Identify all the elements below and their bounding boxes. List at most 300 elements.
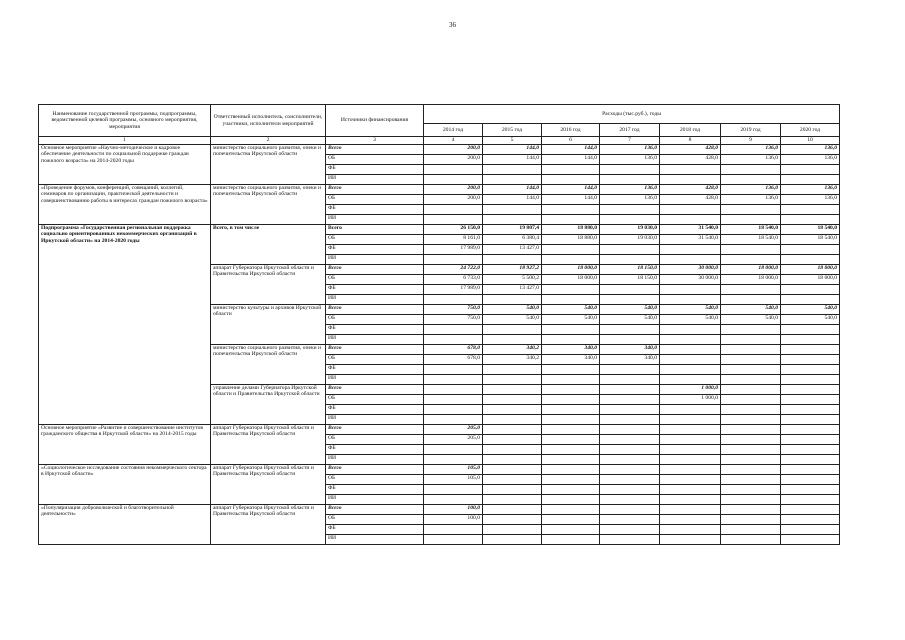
amount-cell <box>424 324 483 334</box>
amount-cell <box>781 324 840 334</box>
amount-cell <box>424 414 483 424</box>
amount-cell <box>721 254 781 264</box>
amount-cell: 13 427,0 <box>483 284 542 294</box>
amount-cell <box>483 324 542 334</box>
amount-cell: 19 030,0 <box>600 224 660 234</box>
amount-cell: 200,0 <box>424 144 483 154</box>
amount-cell <box>660 174 721 184</box>
amount-cell <box>781 174 840 184</box>
amount-cell <box>660 344 721 354</box>
amount-cell <box>721 424 781 434</box>
amount-cell <box>600 404 660 414</box>
item-name: Основное мероприятие «Научно-методическое и кадровое обеспечение деятельности по социальной поддержке граждан пожилого возраста» на 2014-2020 годы <box>39 144 211 184</box>
amount-cell: 136,0 <box>721 154 781 164</box>
amount-cell <box>781 514 840 524</box>
amount-cell: 26 150,0 <box>424 224 483 234</box>
amount-cell <box>542 214 600 224</box>
amount-cell <box>721 324 781 334</box>
amount-cell <box>542 524 600 534</box>
amount-cell <box>424 374 483 384</box>
funding-source: ОБ <box>326 354 424 364</box>
amount-cell <box>483 464 542 474</box>
amount-cell <box>483 394 542 404</box>
funding-source: ИИ <box>326 334 424 344</box>
amount-cell <box>542 444 600 454</box>
amount-cell <box>721 404 781 414</box>
amount-cell: 428,0 <box>660 144 721 154</box>
amount-cell: 136,0 <box>600 154 660 164</box>
amount-cell <box>660 324 721 334</box>
funding-source: ФБ <box>326 164 424 174</box>
amount-cell: 144,0 <box>542 144 600 154</box>
header-year: 2017 год <box>600 124 660 137</box>
amount-cell <box>542 404 600 414</box>
amount-cell: 18 540,0 <box>781 224 840 234</box>
amount-cell <box>600 244 660 254</box>
amount-cell <box>781 424 840 434</box>
funding-source: ИИ <box>326 414 424 424</box>
amount-cell: 19 807,4 <box>483 224 542 234</box>
amount-cell: 1 000,0 <box>660 394 721 404</box>
amount-cell <box>600 324 660 334</box>
amount-cell: 30 000,0 <box>660 274 721 284</box>
amount-cell <box>424 494 483 504</box>
amount-cell <box>660 464 721 474</box>
amount-cell <box>483 364 542 374</box>
amount-cell <box>721 414 781 424</box>
item-name: Основное мероприятие «Развитие и совершенствование институтов гражданского общества в Иркутской области» на 2014-2015 годы <box>39 424 211 464</box>
amount-cell <box>542 364 600 374</box>
amount-cell: 428,0 <box>660 154 721 164</box>
item-responsible: министерство социального развития, опеки и попечительства Иркутской области <box>211 144 326 184</box>
amount-cell <box>600 474 660 484</box>
amount-cell <box>542 334 600 344</box>
amount-cell <box>483 374 542 384</box>
amount-cell <box>600 424 660 434</box>
amount-cell <box>542 464 600 474</box>
amount-cell: 540,0 <box>660 314 721 324</box>
amount-cell <box>542 284 600 294</box>
amount-cell <box>781 464 840 474</box>
amount-cell <box>721 454 781 464</box>
amount-cell <box>660 334 721 344</box>
amount-cell <box>660 284 721 294</box>
amount-cell <box>542 324 600 334</box>
amount-cell <box>600 384 660 394</box>
amount-cell <box>483 214 542 224</box>
amount-cell <box>424 334 483 344</box>
amount-cell <box>483 444 542 454</box>
funding-source: ОБ <box>326 154 424 164</box>
amount-cell <box>781 524 840 534</box>
header-year: 2018 год <box>660 124 721 137</box>
amount-cell <box>483 404 542 414</box>
amount-cell: 19 030,0 <box>600 234 660 244</box>
amount-cell <box>542 474 600 484</box>
amount-cell <box>483 384 542 394</box>
amount-cell <box>600 524 660 534</box>
amount-cell: 136,0 <box>721 184 781 194</box>
amount-cell <box>721 284 781 294</box>
amount-cell: 105,0 <box>424 474 483 484</box>
amount-cell <box>721 484 781 494</box>
item-responsible: аппарат Губернатора Иркутской области и Правительства Иркутской области <box>211 464 326 504</box>
amount-cell: 540,0 <box>483 304 542 314</box>
amount-cell <box>483 204 542 214</box>
amount-cell: 18 000,0 <box>542 264 600 274</box>
item-responsible: аппарат Губернатора Иркутской области и Правительства Иркутской области <box>211 424 326 464</box>
amount-cell: 13 427,0 <box>483 244 542 254</box>
funding-source: ОБ <box>326 274 424 284</box>
item-responsible: министерство социального развития, опеки и попечительства Иркутской области <box>211 184 326 224</box>
amount-cell: 428,0 <box>660 194 721 204</box>
funding-source: Всего <box>326 264 424 274</box>
funding-source: ОБ <box>326 394 424 404</box>
column-number: 5 <box>483 137 542 145</box>
amount-cell <box>781 284 840 294</box>
amount-cell <box>721 364 781 374</box>
funding-source: ФБ <box>326 204 424 214</box>
funding-source: Всего <box>326 424 424 434</box>
amount-cell <box>781 434 840 444</box>
column-number: 1 <box>39 137 211 145</box>
amount-cell: 200,0 <box>424 154 483 164</box>
amount-cell: 6 380,4 <box>483 234 542 244</box>
amount-cell <box>721 474 781 484</box>
amount-cell <box>424 164 483 174</box>
amount-cell <box>542 424 600 434</box>
amount-cell <box>781 214 840 224</box>
amount-cell <box>600 394 660 404</box>
budget-table <box>38 104 840 545</box>
table-row <box>39 504 840 514</box>
amount-cell <box>542 394 600 404</box>
amount-cell <box>660 294 721 304</box>
amount-cell: 144,0 <box>483 154 542 164</box>
amount-cell <box>660 244 721 254</box>
column-number: 3 <box>326 137 424 145</box>
funding-source: ОБ <box>326 314 424 324</box>
amount-cell: 17 989,0 <box>424 284 483 294</box>
amount-cell <box>660 404 721 414</box>
amount-cell <box>600 164 660 174</box>
amount-cell <box>781 244 840 254</box>
amount-cell: 144,0 <box>483 184 542 194</box>
amount-cell <box>660 364 721 374</box>
amount-cell: 678,0 <box>424 354 483 364</box>
column-number: 9 <box>721 137 781 145</box>
table-row <box>39 224 840 234</box>
amount-cell <box>483 454 542 464</box>
amount-cell <box>600 414 660 424</box>
amount-cell: 18 540,0 <box>781 234 840 244</box>
funding-source: ФБ <box>326 404 424 414</box>
amount-cell <box>600 494 660 504</box>
header-responsible: Ответственный исполнитель, соисполнители, участники, исполнители мероприятий <box>211 105 326 137</box>
amount-cell <box>781 484 840 494</box>
column-number: 8 <box>660 137 721 145</box>
funding-source: Всего <box>326 504 424 514</box>
amount-cell <box>483 534 542 544</box>
amount-cell <box>424 384 483 394</box>
amount-cell <box>483 174 542 184</box>
amount-cell: 31 540,0 <box>660 234 721 244</box>
header-year: 2015 год <box>483 124 542 137</box>
amount-cell: 1 000,0 <box>660 384 721 394</box>
amount-cell <box>781 414 840 424</box>
amount-cell: 340,0 <box>542 354 600 364</box>
table-row <box>39 144 840 154</box>
amount-cell <box>424 534 483 544</box>
page-number: 36 <box>449 21 456 29</box>
amount-cell <box>542 374 600 384</box>
funding-source: ОБ <box>326 194 424 204</box>
amount-cell: 540,0 <box>781 314 840 324</box>
table-row <box>39 464 840 474</box>
item-responsible: Всего, в том числе <box>211 224 326 264</box>
amount-cell: 205,0 <box>424 424 483 434</box>
amount-cell <box>483 524 542 534</box>
amount-cell <box>781 364 840 374</box>
amount-cell <box>600 204 660 214</box>
amount-cell <box>721 394 781 404</box>
amount-cell <box>542 454 600 464</box>
amount-cell <box>600 284 660 294</box>
amount-cell: 18 540,0 <box>721 234 781 244</box>
amount-cell <box>424 484 483 494</box>
funding-source: ФБ <box>326 244 424 254</box>
item-name: «Проведение форумов, конференций, совещаний, коллегий, семинаров по организации, практической деятельности и совершенствованию работы в интересах граждан пожилого возраста» <box>39 184 211 224</box>
amount-cell <box>542 414 600 424</box>
amount-cell <box>542 244 600 254</box>
item-responsible: министерство социального развития, опеки и попечительства Иркутской области <box>211 344 326 384</box>
amount-cell <box>660 484 721 494</box>
funding-source: Всего <box>326 304 424 314</box>
amount-cell <box>542 164 600 174</box>
funding-source: ИИ <box>326 294 424 304</box>
amount-cell <box>424 174 483 184</box>
amount-cell <box>424 524 483 534</box>
amount-cell <box>600 534 660 544</box>
amount-cell <box>721 204 781 214</box>
amount-cell: 340,0 <box>542 344 600 354</box>
column-number: 6 <box>542 137 600 145</box>
amount-cell: 18 880,0 <box>542 234 600 244</box>
funding-source: ИИ <box>326 254 424 264</box>
funding-source: ИИ <box>326 494 424 504</box>
amount-cell: 136,0 <box>600 144 660 154</box>
item-name: «Социологическое исследование состояния некоммерческого сектора в Иркутской области» <box>39 464 211 504</box>
amount-cell <box>660 514 721 524</box>
funding-source: ФБ <box>326 524 424 534</box>
amount-cell <box>660 474 721 484</box>
amount-cell: 136,0 <box>781 194 840 204</box>
amount-cell: 30 000,0 <box>660 264 721 274</box>
amount-cell <box>483 504 542 514</box>
amount-cell: 24 722,0 <box>424 264 483 274</box>
amount-cell: 678,0 <box>424 344 483 354</box>
header-year: 2020 год <box>781 124 840 137</box>
amount-cell <box>600 364 660 374</box>
amount-cell <box>660 504 721 514</box>
amount-cell <box>542 494 600 504</box>
amount-cell <box>483 294 542 304</box>
amount-cell: 144,0 <box>542 194 600 204</box>
amount-cell <box>424 364 483 374</box>
amount-cell: 205,0 <box>424 434 483 444</box>
amount-cell: 105,0 <box>424 464 483 474</box>
amount-cell <box>660 414 721 424</box>
amount-cell <box>600 454 660 464</box>
amount-cell <box>600 464 660 474</box>
amount-cell: 6 733,0 <box>424 274 483 284</box>
amount-cell: 750,0 <box>424 314 483 324</box>
amount-cell: 540,0 <box>721 304 781 314</box>
amount-cell: 540,0 <box>542 304 600 314</box>
amount-cell <box>542 434 600 444</box>
amount-cell <box>660 534 721 544</box>
amount-cell: 540,0 <box>600 304 660 314</box>
funding-source: ИИ <box>326 174 424 184</box>
amount-cell <box>483 164 542 174</box>
funding-source: ОБ <box>326 514 424 524</box>
amount-cell: 540,0 <box>542 314 600 324</box>
amount-cell <box>424 444 483 454</box>
amount-cell <box>721 164 781 174</box>
amount-cell <box>781 504 840 514</box>
amount-cell: 18 150,0 <box>600 274 660 284</box>
amount-cell <box>660 524 721 534</box>
amount-cell <box>600 374 660 384</box>
amount-cell <box>721 174 781 184</box>
amount-cell <box>781 204 840 214</box>
amount-cell <box>600 504 660 514</box>
amount-cell: 540,0 <box>600 314 660 324</box>
amount-cell <box>781 474 840 484</box>
amount-cell <box>660 444 721 454</box>
amount-cell <box>483 514 542 524</box>
column-number: 4 <box>424 137 483 145</box>
amount-cell <box>721 464 781 474</box>
amount-cell <box>483 334 542 344</box>
header-year: 2016 год <box>542 124 600 137</box>
amount-cell <box>600 294 660 304</box>
funding-source: Всего <box>326 464 424 474</box>
amount-cell: 540,0 <box>721 314 781 324</box>
funding-source: ИИ <box>326 534 424 544</box>
amount-cell <box>660 374 721 384</box>
amount-cell: 18 000,0 <box>781 274 840 284</box>
amount-cell <box>542 294 600 304</box>
amount-cell: 200,0 <box>424 194 483 204</box>
amount-cell <box>781 344 840 354</box>
amount-cell: 17 989,0 <box>424 244 483 254</box>
header-year: 2014 год <box>424 124 483 137</box>
amount-cell <box>781 494 840 504</box>
header-expenses: Расходы (тыс.руб.), годы <box>424 105 840 124</box>
amount-cell: 136,0 <box>721 194 781 204</box>
amount-cell: 100,0 <box>424 514 483 524</box>
amount-cell <box>542 384 600 394</box>
amount-cell: 144,0 <box>542 184 600 194</box>
amount-cell <box>483 414 542 424</box>
amount-cell <box>424 394 483 404</box>
item-name: «Популяризация добровольческой и благотворительной деятельности» <box>39 504 211 544</box>
amount-cell: 18 927,2 <box>483 264 542 274</box>
amount-cell <box>483 484 542 494</box>
item-name: Подпрограмма «Государственная региональная поддержка социально ориентированных некоммерческих организаций в Иркутской области» на 2014-2020 годы <box>39 224 211 424</box>
amount-cell <box>660 494 721 504</box>
amount-cell <box>781 374 840 384</box>
amount-cell: 340,0 <box>600 344 660 354</box>
amount-cell: 18 000,0 <box>542 274 600 284</box>
amount-cell <box>542 504 600 514</box>
amount-cell: 18 150,0 <box>600 264 660 274</box>
amount-cell <box>660 434 721 444</box>
column-number: 10 <box>781 137 840 145</box>
amount-cell: 18 880,0 <box>542 224 600 234</box>
amount-cell <box>600 254 660 264</box>
amount-cell: 750,0 <box>424 304 483 314</box>
funding-source: ФБ <box>326 364 424 374</box>
amount-cell <box>721 384 781 394</box>
header-name: Наименование государственной программы, подпрограммы, ведомственной целевой программы, основного мероприятия, мероприятия <box>39 105 211 137</box>
amount-cell <box>721 244 781 254</box>
amount-cell <box>542 484 600 494</box>
funding-source: ОБ <box>326 434 424 444</box>
amount-cell: 540,0 <box>781 304 840 314</box>
amount-cell: 136,0 <box>600 194 660 204</box>
amount-cell <box>781 534 840 544</box>
amount-cell <box>781 394 840 404</box>
table-row <box>39 184 840 194</box>
amount-cell <box>781 354 840 364</box>
amount-cell <box>542 254 600 264</box>
amount-cell <box>483 474 542 484</box>
amount-cell: 18 000,0 <box>721 264 781 274</box>
item-responsible: управление делами Губернатора Иркутской области и Правительства Иркутской области <box>211 384 326 424</box>
amount-cell <box>542 204 600 214</box>
amount-cell: 18 000,0 <box>781 264 840 274</box>
amount-cell: 144,0 <box>542 154 600 164</box>
amount-cell <box>600 444 660 454</box>
amount-cell <box>600 334 660 344</box>
amount-cell <box>781 294 840 304</box>
amount-cell <box>424 454 483 464</box>
funding-source: Всего <box>326 184 424 194</box>
amount-cell <box>660 164 721 174</box>
amount-cell <box>424 294 483 304</box>
funding-source: Всего <box>326 384 424 394</box>
item-responsible: министерство культуры и архивов Иркутской области <box>211 304 326 344</box>
amount-cell <box>424 204 483 214</box>
amount-cell <box>600 174 660 184</box>
amount-cell <box>781 444 840 454</box>
funding-source: ФБ <box>326 284 424 294</box>
amount-cell: 340,2 <box>483 354 542 364</box>
amount-cell: 200,0 <box>424 184 483 194</box>
amount-cell: 136,0 <box>781 184 840 194</box>
funding-source: ОБ <box>326 234 424 244</box>
amount-cell <box>542 514 600 524</box>
amount-cell <box>721 524 781 534</box>
item-responsible: аппарат Губернатора Иркутской области и Правительства Иркутской области <box>211 504 326 544</box>
amount-cell <box>781 454 840 464</box>
amount-cell <box>600 514 660 524</box>
header-year: 2019 год <box>721 124 781 137</box>
funding-source: ФБ <box>326 324 424 334</box>
amount-cell <box>600 214 660 224</box>
